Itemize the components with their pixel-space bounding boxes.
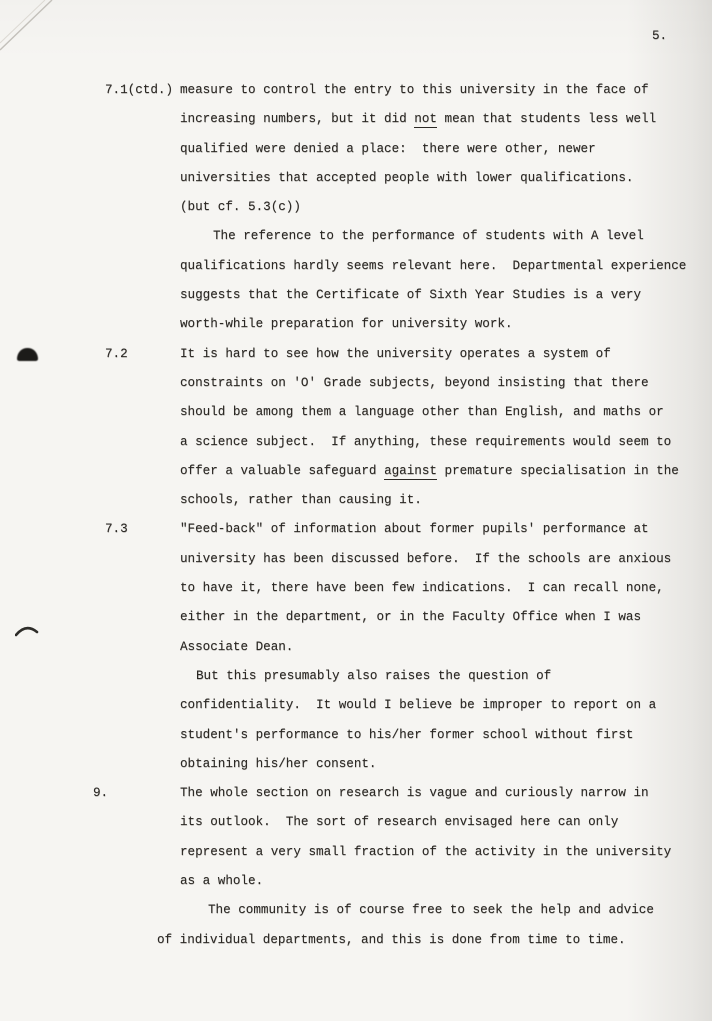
text-line: of individual departments, and this is done from time to time. xyxy=(157,932,626,947)
section-label: 7.3 xyxy=(105,522,128,537)
text-segment: mean that students less well xyxy=(436,112,657,127)
section-label: 7.2 xyxy=(105,346,128,361)
section-7-2 xyxy=(105,340,679,516)
text-line: as a whole. xyxy=(180,874,264,889)
section-label: 7.1(ctd.) xyxy=(105,83,174,97)
text-line: But this presumably also raises the question of xyxy=(196,668,552,683)
text-line: either in the department, or in the Faculty Office when I was xyxy=(180,610,642,625)
text-line: The community is of course free to seek the help and advice xyxy=(208,903,654,918)
text-segment: premature specialisation in the xyxy=(436,463,679,478)
text-line: measure to control the entry to this university in the face of xyxy=(180,83,649,97)
text-line: (but cf. 5.3(c)) xyxy=(180,200,301,215)
text-line: It is hard to see how the university operates a system of xyxy=(180,346,611,361)
ink-mark-top-icon xyxy=(17,348,38,361)
text-line: qualifications hardly seems relevant here. Departmental experience xyxy=(180,258,687,273)
text-line: The reference to the performance of students with A level xyxy=(213,229,644,244)
text-line: qualified were denied a place: there were other, newer xyxy=(180,141,596,156)
text-line: should be among them a language other than English, and maths or xyxy=(180,405,664,420)
text-line: worth-while preparation for university work. xyxy=(180,317,513,332)
text-line: schools, rather than causing it. xyxy=(180,493,422,508)
text-line xyxy=(180,105,672,134)
text-line: student's performance to his/her former school without first xyxy=(180,727,634,742)
text-line: Associate Dean. xyxy=(180,639,294,654)
underlined-word: against xyxy=(384,463,437,478)
corner-crease-icon xyxy=(0,0,90,70)
text-segment: increasing numbers, but it did xyxy=(180,112,415,127)
text-line: universities that accepted people with lower qualifications. xyxy=(180,170,634,185)
text-line: suggests that the Certificate of Sixth Year Studies is a very xyxy=(180,288,642,303)
text-line: "Feed-back" of information about former pupils' performance at xyxy=(180,522,649,537)
text-line: constraints on 'O' Grade subjects, beyond insisting that there xyxy=(180,375,649,390)
text-line: confidentiality. It would I believe be improper to report on a xyxy=(180,698,657,713)
text-line: a science subject. If anything, these requirements would seem to xyxy=(180,434,672,449)
text-line: The whole section on research is vague and curiously narrow in xyxy=(180,786,649,801)
page-number: 5. xyxy=(652,29,668,43)
text-segment: offer a valuable safeguard xyxy=(180,463,385,478)
text-line: obtaining his/her consent. xyxy=(180,756,377,771)
text-line: its outlook. The sort of research envisaged here can only xyxy=(180,815,619,830)
text-line: represent a very small fraction of the activity in the university xyxy=(180,844,672,859)
section-7-1-ctd xyxy=(105,76,687,340)
text-line: to have it, there have been few indications. I can recall none, xyxy=(180,581,664,596)
section-label: 9. xyxy=(93,786,109,801)
section-9 xyxy=(93,779,672,955)
section-7-3 xyxy=(105,515,672,779)
document-body xyxy=(93,76,687,955)
text-line xyxy=(180,457,679,486)
text-line: university has been discussed before. If the schools are anxious xyxy=(180,551,672,566)
ink-mark-bottom-icon xyxy=(15,623,39,639)
underlined-word: not xyxy=(414,112,437,127)
